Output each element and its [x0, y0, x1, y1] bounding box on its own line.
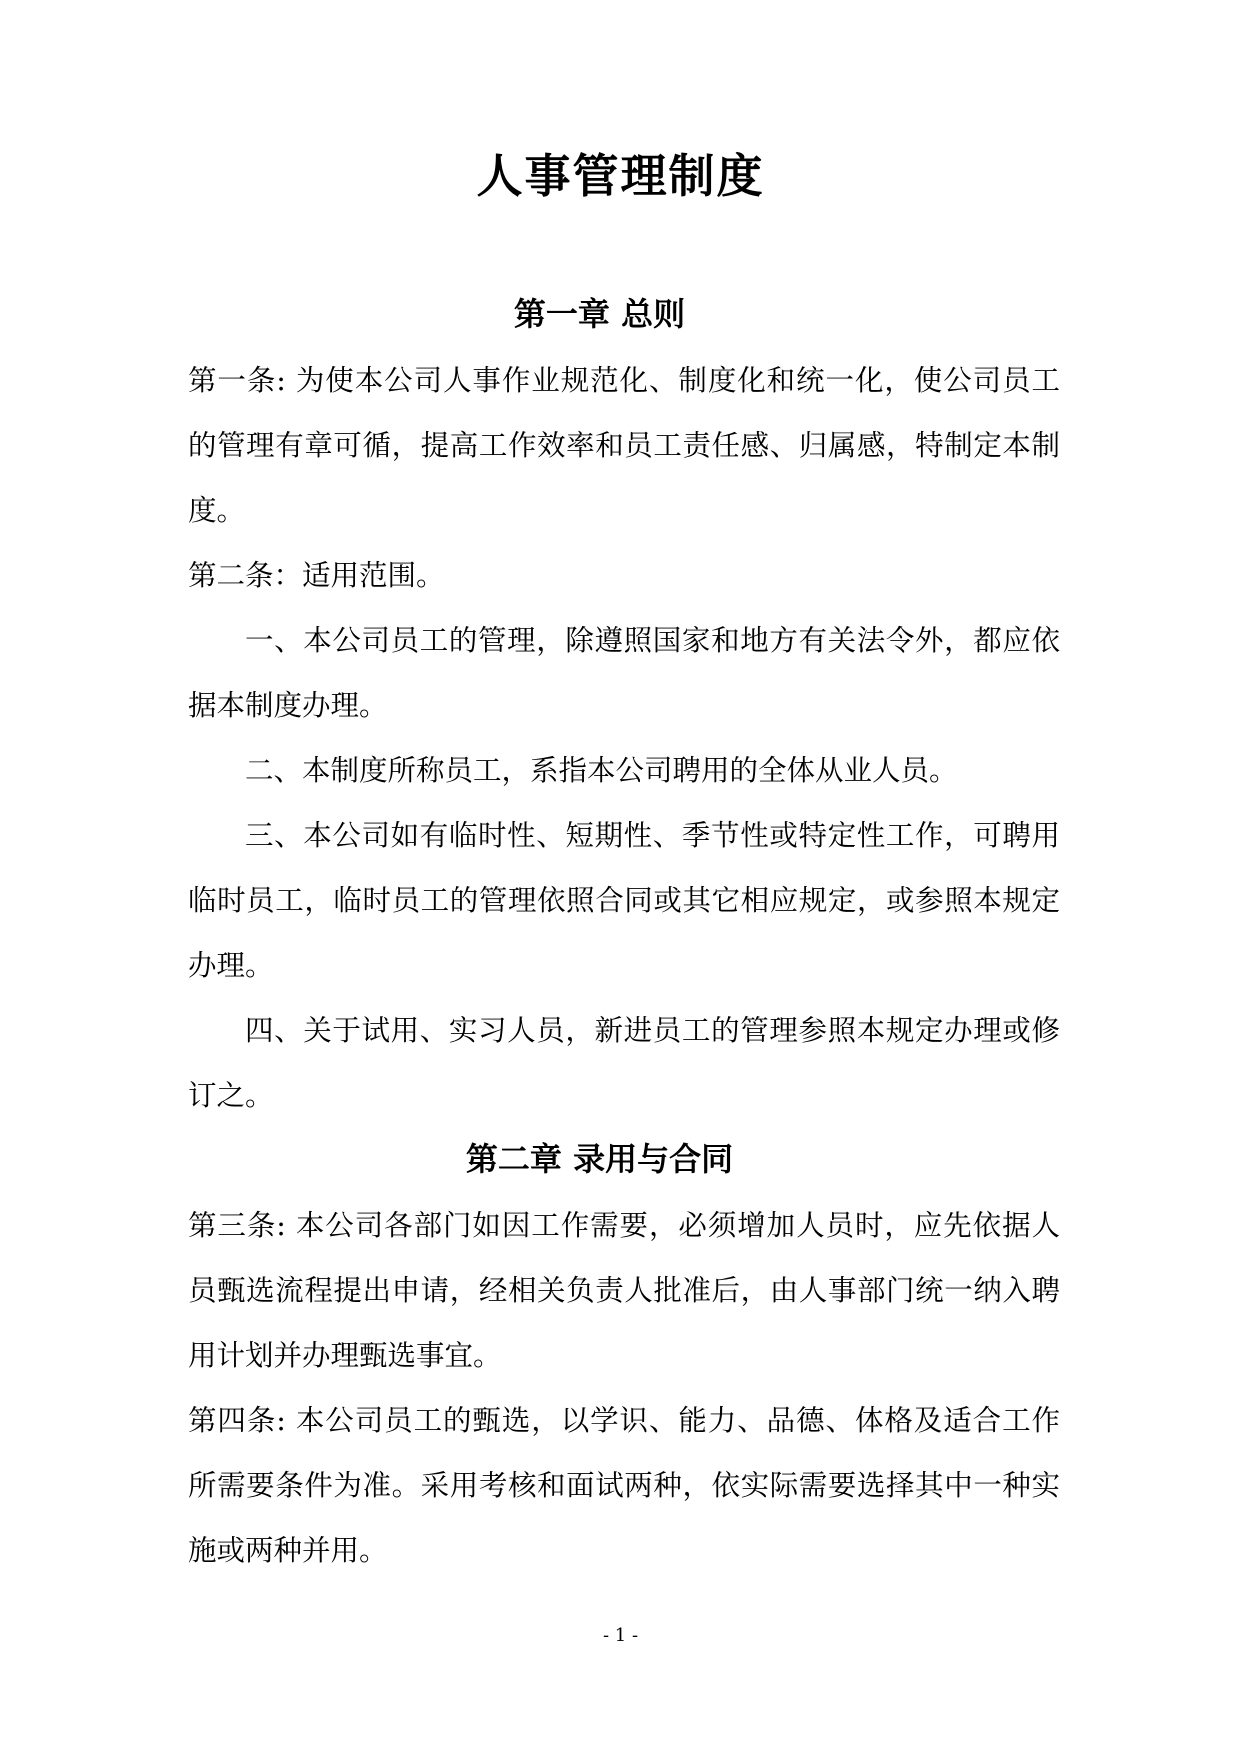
clause-2-paragraph: 二、本制度所称员工，系指本公司聘用的全体从业人员。: [245, 754, 958, 787]
chapter-heading: 第一章 总则: [513, 295, 686, 333]
clause-3-paragraph: 三、本公司如有临时性、短期性、季节性或特定性工作，可聘用临时员工，临时员工的管理依照合同或其它相应规定，或参照本规定办理。: [188, 819, 1060, 982]
article-4-paragraph: 第四条: 本公司员工的甄选，以学识、能力、品德、体格及适合工作所需要条件为准。采用考核和面试两种，依实际需要选择其中一种实施或两种并用。: [188, 1404, 1060, 1567]
chapter-heading: 第二章 录用与合同: [465, 1140, 734, 1178]
article-1-paragraph: 第一条: 为使本公司人事作业规范化、制度化和统一化，使公司员工的管理有章可循，提高工作效率和员工责任感、归属感，特制定本制度。: [188, 364, 1060, 527]
document-title: 人事管理制度: [476, 149, 765, 203]
clause-4-paragraph: 四、关于试用、实习人员，新进员工的管理参照本规定办理或修订之。: [188, 1014, 1060, 1112]
article-2-paragraph: 第二条：适用范围。: [188, 559, 445, 592]
clause-1-paragraph: 一、本公司员工的管理，除遵照国家和地方有关法令外，都应依据本制度办理。: [188, 624, 1060, 722]
article-3-paragraph: 第三条: 本公司各部门如因工作需要，必须增加人员时，应先依据人员甄选流程提出申请，经相关负责人批准后，由人事部门统一纳入聘用计划并办理甄选事宜。: [188, 1209, 1060, 1372]
page-number: - 1 -: [602, 1625, 639, 1646]
